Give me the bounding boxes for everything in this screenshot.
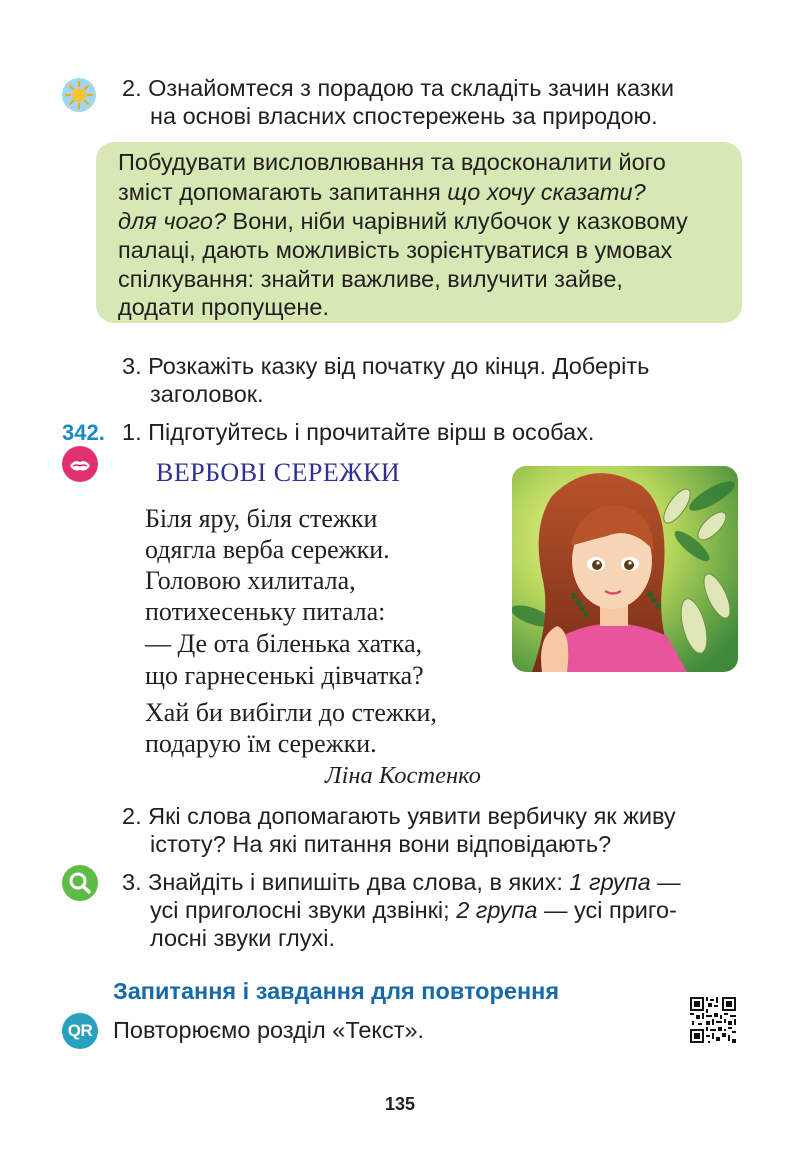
- poem-line: одягла верба сережки.: [145, 535, 390, 564]
- poem-title: ВЕРБОВІ СЕРЕЖКИ: [156, 458, 401, 487]
- poem-line: Головою хилитала,: [145, 566, 356, 595]
- question-3-line-2: [150, 896, 677, 924]
- poem-line: що гарнесенькі дівчатка?: [145, 661, 424, 690]
- group-label: 1 група: [569, 869, 651, 895]
- page-number: 135: [384, 1094, 416, 1114]
- review-text[interactable]: Повторюємо розділ «Текст».: [113, 1017, 425, 1043]
- question-text: — усі приго-: [537, 897, 677, 923]
- sun-icon: [62, 78, 96, 112]
- question-3-line-3: лосні звуки глухі.: [150, 925, 335, 951]
- task-3-line-2: заголовок.: [150, 381, 264, 407]
- group-label: 2 група: [456, 897, 538, 923]
- advice-line-2: [118, 178, 646, 206]
- advice-line-3: [118, 207, 688, 235]
- question-text: усі приголосні звуки дзвінкі;: [150, 897, 457, 923]
- poem-author: Ліна Костенко: [325, 762, 481, 789]
- advice-text: Вони, ніби чарівний клубочок у казковому: [226, 208, 688, 234]
- question-3-line-1: [122, 868, 681, 896]
- exercise-number: 342.: [62, 420, 105, 445]
- question-text: —: [650, 869, 681, 895]
- question-2-line-2: істоту? На які питання вони відповідають?: [150, 831, 612, 857]
- advice-line-4: палаці, дають можливість зорієнтуватися в умовах: [118, 237, 673, 263]
- poem-line: подарую їм сережки.: [145, 729, 377, 758]
- advice-text: зміст допомагають запитання: [118, 179, 448, 205]
- advice-line-6: додати пропущене.: [118, 294, 330, 320]
- poem-line: Хай би вибігли до стежки,: [145, 698, 437, 727]
- willow-girl-illustration: [512, 466, 738, 672]
- advice-line-1: Побудувати висловлювання та вдосконалити його: [118, 149, 666, 175]
- hands-icon: [62, 446, 98, 482]
- qr-badge: QR: [62, 1013, 98, 1049]
- exercise-task-1: 1. Підготуйтесь і прочитайте вірш в особах.: [122, 419, 595, 445]
- task-2-line-1: 2. Ознайомтеся з порадою та складіть зачин казки: [122, 75, 674, 101]
- question-text: 3. Знайдіть і випишіть два слова, в яких:: [122, 869, 570, 895]
- poem-line: потихесеньку питала:: [145, 597, 386, 626]
- advice-line-5: спілкування: знайти важливе, вилучити зайве,: [118, 266, 623, 292]
- question-2-line-1: 2. Які слова допомагають уявити вербичку як живу: [122, 803, 676, 829]
- review-heading: Запитання і завдання для повторення: [113, 978, 560, 1004]
- advice-question: що хочу сказати?: [447, 179, 646, 205]
- poem-line: — Де ота біленька хатка,: [145, 629, 423, 658]
- advice-question: для чого?: [118, 208, 227, 234]
- task-3-line-1: 3. Розкажіть казку від початку до кінця. Доберіть: [122, 353, 650, 379]
- poem-line: Біля яру, біля стежки: [145, 504, 378, 533]
- qr-code[interactable]: [690, 997, 736, 1043]
- task-2-line-2: на основі власних спостережень за природою.: [150, 103, 658, 129]
- search-icon: [62, 865, 98, 901]
